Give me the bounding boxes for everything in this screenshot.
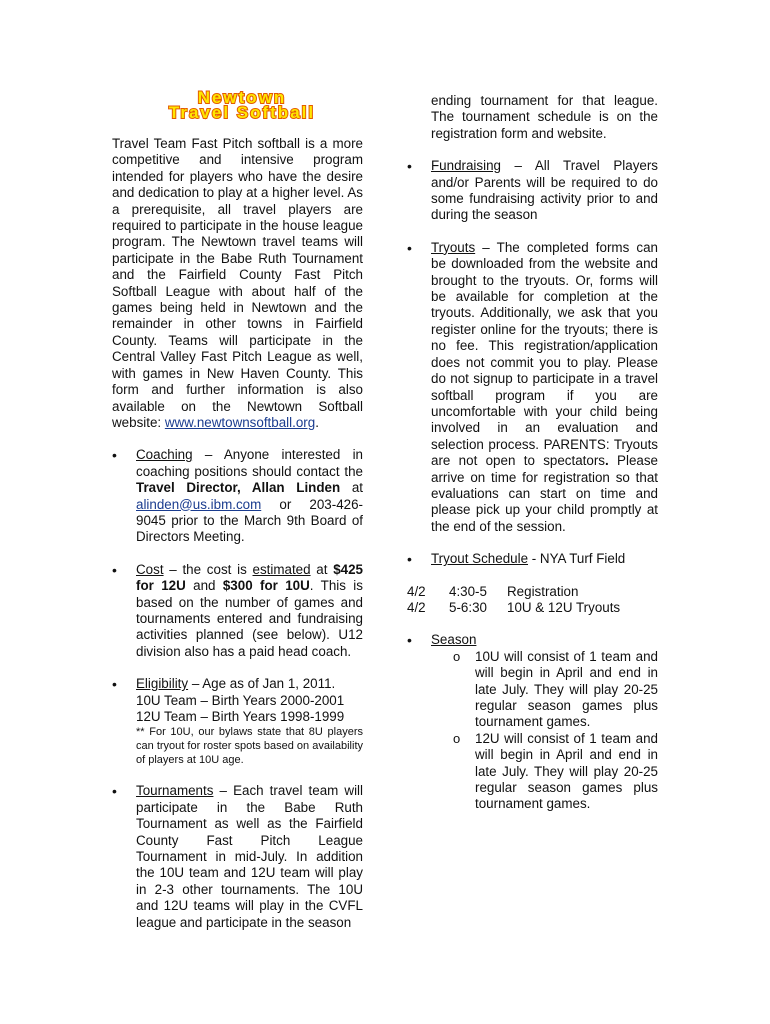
season-12u: o 12U will consist of 1 team and will begin in April and end in late July. They will play 20-25 regular season games plus tournament games. [475, 731, 658, 813]
cost-text-3: and [185, 578, 223, 594]
schedule-table [407, 584, 658, 617]
coaching-heading: Coaching [136, 447, 193, 463]
schedule-item [407, 551, 658, 616]
eligibility-10u: 10U Team – Birth Years 2000-2001 [136, 692, 345, 708]
schedule-line [431, 551, 658, 567]
eligibility-text: – Age as of Jan 1, 2011. [188, 676, 336, 692]
schedule-event: Registration [507, 583, 579, 599]
cost-heading: Cost [136, 561, 164, 577]
fundraising-heading: Fundraising [431, 158, 501, 174]
schedule-event: 10U & 12U Tryouts [507, 599, 621, 615]
cost-item [112, 562, 363, 660]
cost-text-2: at [310, 561, 334, 577]
tryouts-text-2: Please arrive on time for registration so that evaluations can start on time and please pick up your child promptly at the end of the session. [431, 453, 658, 534]
coaching-text-2: at [340, 480, 364, 496]
cost-estimated: estimated [252, 561, 311, 577]
schedule-time: 5-6:30 [449, 599, 487, 615]
cost-text-4: . This is based on the number of games and tournaments entered and fundraising activities planned (see below). U12 division also has a paid head coach. [136, 578, 363, 659]
tryouts-period: . [604, 453, 609, 469]
season-heading: • Season [431, 632, 477, 648]
newtown-travel-softball-logo [122, 88, 362, 120]
tryouts-text: – The completed forms can be downloaded from the website and brought to the tryouts. Or, forms will be available for completion at the tryouts. Additionally, we ask that you register online for the tryouts; there is no fee. This registration/application does not commit you to play. Please do not signup to participate in a travel softball program if you are uncomfortable with your child being involved in an evaluation and selection process. PARENTS: Tryouts are not open to spectators [431, 239, 658, 469]
fundraising-item [407, 158, 658, 224]
coaching-text-3: or 203-426-9045 prior to the March 9th Board of Directors Meeting. [136, 496, 363, 545]
travel-director: Travel Director, Allan Linden [136, 480, 341, 496]
eligibility-note: ** For 10U, our bylaws state that 8U players can tryout for roster spots based on availability of players at 10U age. [136, 726, 363, 767]
cost-text-1: – the cost is [163, 561, 253, 577]
price-10u: $300 for 10U [222, 578, 310, 594]
left-column [112, 136, 363, 931]
logo-graphic [122, 88, 362, 120]
director-email-link[interactable]: alinden@us.ibm.com [136, 496, 262, 512]
tournaments-item [112, 783, 363, 931]
tournaments-continued: ending tournament for that league. The tournament schedule is on the registration form and website. [431, 93, 658, 141]
tryouts-heading: Tryouts [431, 239, 476, 255]
schedule-row [407, 584, 658, 600]
intro-end: . [315, 414, 319, 430]
tournaments-heading: Tournaments [136, 783, 214, 799]
eligibility-item [112, 676, 363, 767]
website-link[interactable]: www.newtownsoftball.org [164, 414, 316, 430]
tryouts-item [407, 240, 658, 535]
logo-line-2: Travel Softball [168, 103, 316, 120]
schedule-location: - NYA Turf Field [528, 551, 626, 567]
info-list-right [407, 158, 658, 813]
info-list [112, 447, 363, 931]
eligibility-heading: Eligibility [136, 676, 189, 692]
schedule-heading: Tryout Schedule [431, 551, 529, 567]
season-list [431, 649, 658, 813]
season-10u: o 10U will consist of 1 team and will begin in April and end in late July. They will play 20-25 regular season games plus tournament games. [475, 649, 658, 731]
schedule-date: 4/2 [407, 599, 426, 615]
intro-text: Travel Team Fast Pitch softball is a more competitive and intensive program intended for players who have the desire and dedication to play at a higher level. As a prerequisite, all travel players are required to participate in the house league program. The Newtown travel teams will participate in the Babe Ruth Tournament and the Fairfield County Fast Pitch Softball League with about half of the games being held in Newtown and the remainder in other towns in Fairfield County. Teams will participate in the Central Valley Fast Pitch League as well, with games in New Haven County. This form and further information is also available on the Newtown Softball website: [112, 136, 363, 430]
fundraising-text: – All Travel Players and/or Parents will be required to do some fundraising activity prior to and during the season [431, 158, 658, 223]
intro-paragraph [112, 136, 363, 431]
season-item [407, 632, 658, 812]
eligibility-line [136, 676, 363, 692]
schedule-time: 4:30-5 [449, 583, 487, 599]
right-column [407, 93, 658, 813]
coaching-text-1: – Anyone interested in coaching positions should contact the [136, 447, 363, 479]
tournaments-text: – Each travel team will participate in the Babe Ruth Tournament as well as the Fairfield County Fast Pitch League Tournament in mid-July. In addition the 10U team and 12U team will play in 2-3 other tournaments. The 10U and 12U teams will play in the CVFL league and participate in the season [136, 783, 363, 930]
coaching-item [112, 447, 363, 545]
price-12u: $425 for 12U [136, 561, 363, 594]
eligibility-12u: 12U Team – Birth Years 1998-1999 [136, 709, 345, 724]
logo-line-1: Newtown [197, 88, 287, 107]
schedule-date: 4/2 [407, 583, 426, 599]
schedule-row [407, 600, 658, 616]
